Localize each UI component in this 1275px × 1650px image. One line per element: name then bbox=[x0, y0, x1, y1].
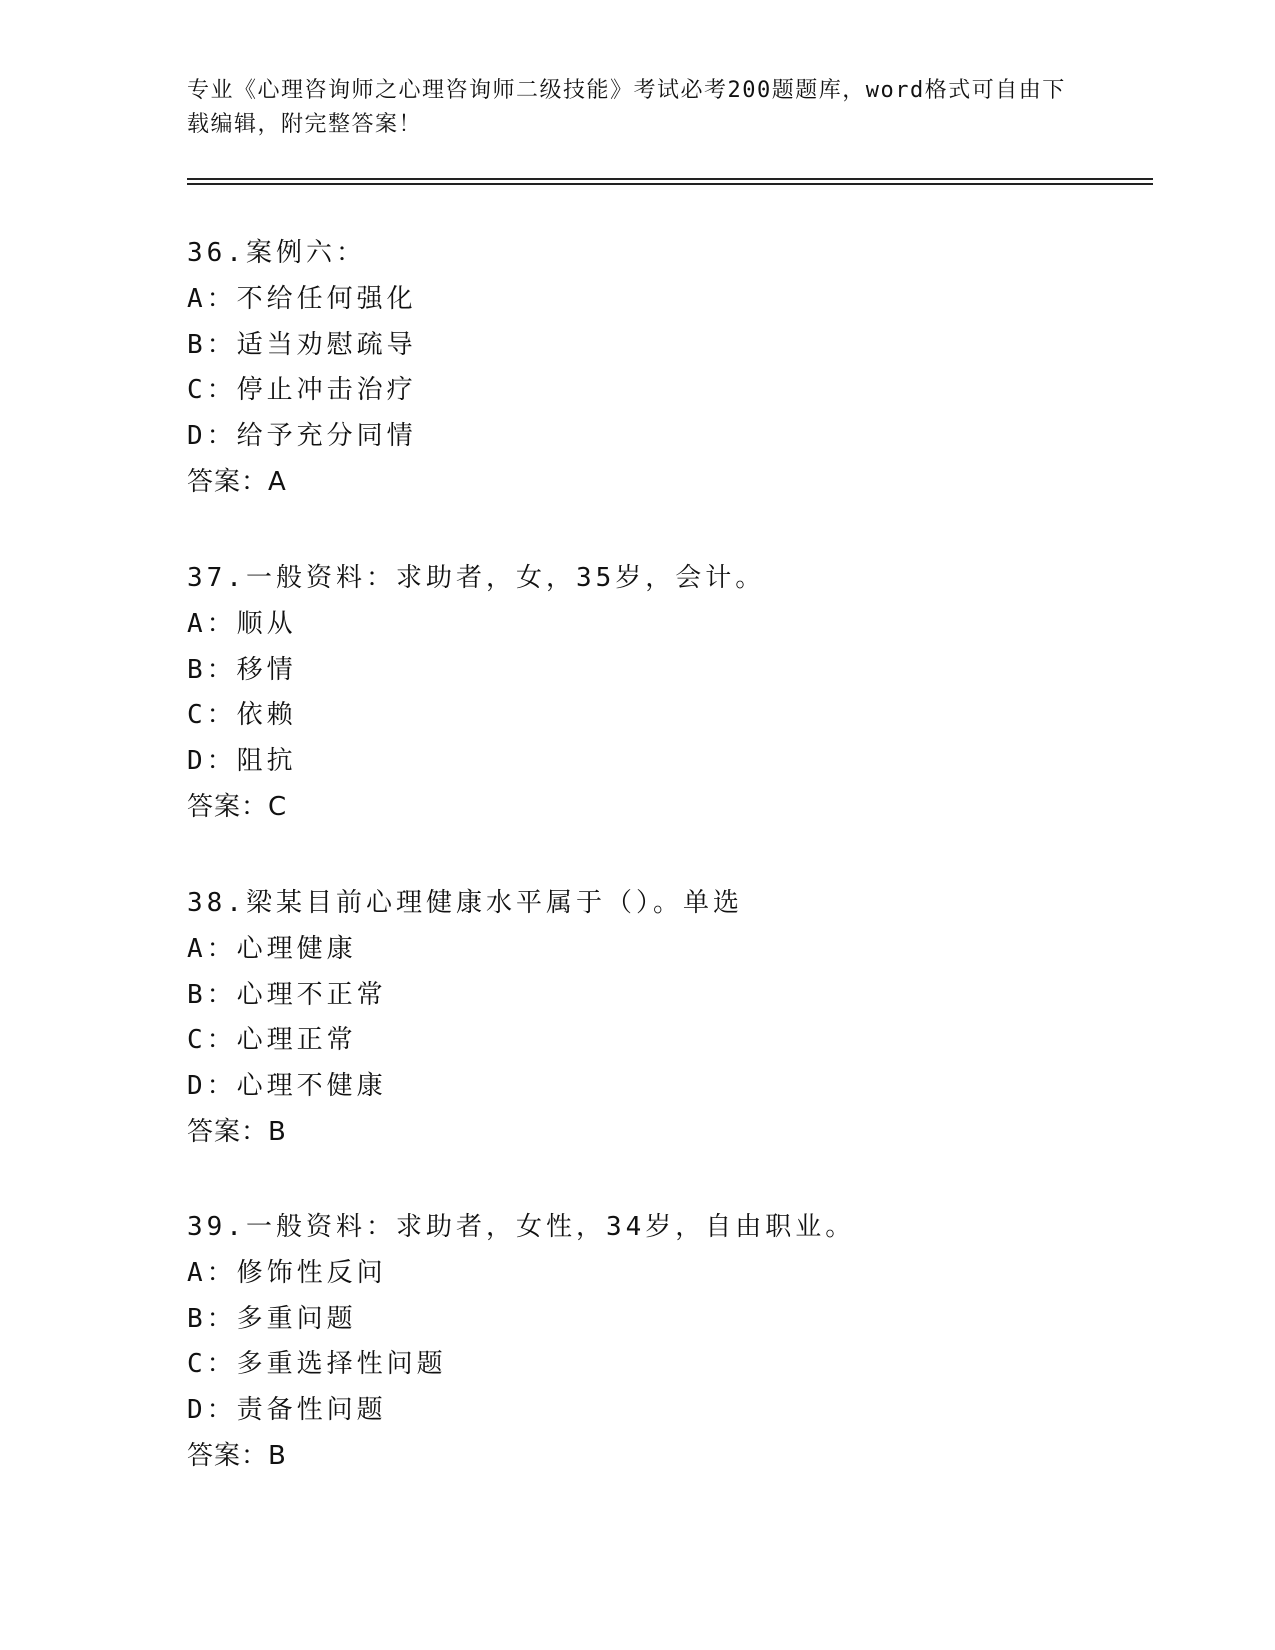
option-a bbox=[187, 1251, 1087, 1297]
option-text: 阻抗 bbox=[236, 746, 297, 777]
question-stem: 38.梁某目前心理健康水平属于（）。单选 bbox=[187, 888, 743, 918]
question-37 bbox=[187, 556, 1087, 831]
option-b bbox=[187, 323, 1087, 369]
option-c bbox=[187, 1342, 1087, 1388]
question-36 bbox=[187, 231, 1087, 506]
option-text: 给予充分同情 bbox=[236, 421, 417, 452]
option-letter: B： bbox=[187, 654, 237, 685]
option-a bbox=[187, 927, 1087, 973]
option-letter: B： bbox=[187, 329, 237, 360]
option-c bbox=[187, 368, 1087, 414]
option-text: 依赖 bbox=[236, 700, 297, 731]
option-letter: A： bbox=[187, 1257, 237, 1288]
answer-line: 答案：B bbox=[187, 1440, 287, 1471]
option-d bbox=[187, 414, 1087, 460]
option-letter: C： bbox=[187, 1349, 237, 1380]
option-letter: B： bbox=[187, 1303, 237, 1334]
option-letter: A： bbox=[187, 283, 237, 314]
answer-line: 答案：C bbox=[187, 791, 288, 822]
option-letter: A： bbox=[187, 608, 237, 639]
option-letter: C： bbox=[187, 1025, 237, 1056]
option-letter: D： bbox=[187, 421, 237, 452]
question-stem: 37.一般资料：求助者，女，35岁，会计。 bbox=[187, 563, 766, 593]
option-letter: C： bbox=[187, 700, 237, 731]
option-c bbox=[187, 1018, 1087, 1064]
option-d bbox=[187, 739, 1087, 785]
question-stem: 39.一般资料：求助者，女性，34岁，自由职业。 bbox=[187, 1212, 856, 1242]
option-a bbox=[187, 602, 1087, 648]
option-text: 适当劝慰疏导 bbox=[236, 329, 417, 360]
option-text: 心理不正常 bbox=[236, 979, 387, 1010]
option-text: 多重选择性问题 bbox=[236, 1349, 447, 1380]
option-text: 心理正常 bbox=[236, 1025, 357, 1056]
option-c bbox=[187, 693, 1087, 739]
option-b bbox=[187, 648, 1087, 694]
answer-line: 答案：B bbox=[187, 1116, 287, 1147]
document-header: 专业《心理咨询师之心理咨询师二级技能》考试必考200题题库，word格式可自由下载编辑，附完整答案！ bbox=[187, 78, 1066, 137]
option-text: 修饰性反问 bbox=[236, 1257, 387, 1288]
option-d bbox=[187, 1388, 1087, 1434]
option-b bbox=[187, 973, 1087, 1019]
question-39 bbox=[187, 1205, 1087, 1480]
option-text: 多重问题 bbox=[236, 1303, 357, 1334]
option-letter: D： bbox=[187, 1395, 237, 1426]
option-text: 心理健康 bbox=[236, 933, 357, 964]
answer-line: 答案：A bbox=[187, 466, 287, 497]
option-text: 停止冲击治疗 bbox=[236, 375, 417, 406]
option-text: 不给任何强化 bbox=[236, 283, 417, 314]
option-d bbox=[187, 1064, 1087, 1110]
option-b bbox=[187, 1297, 1087, 1343]
option-letter: B： bbox=[187, 979, 237, 1010]
option-a bbox=[187, 277, 1087, 323]
question-stem: 36.案例六： bbox=[187, 238, 366, 268]
option-letter: C： bbox=[187, 375, 237, 406]
option-text: 心理不健康 bbox=[236, 1071, 387, 1102]
option-letter: A： bbox=[187, 933, 237, 964]
option-text: 顺从 bbox=[236, 608, 297, 639]
option-letter: D： bbox=[187, 1071, 237, 1102]
option-text: 责备性问题 bbox=[236, 1395, 387, 1426]
option-letter: D： bbox=[187, 746, 237, 777]
option-text: 移情 bbox=[236, 654, 297, 685]
header-divider-bottom bbox=[187, 183, 1153, 185]
header-divider-top bbox=[187, 178, 1153, 180]
question-38 bbox=[187, 881, 1087, 1156]
